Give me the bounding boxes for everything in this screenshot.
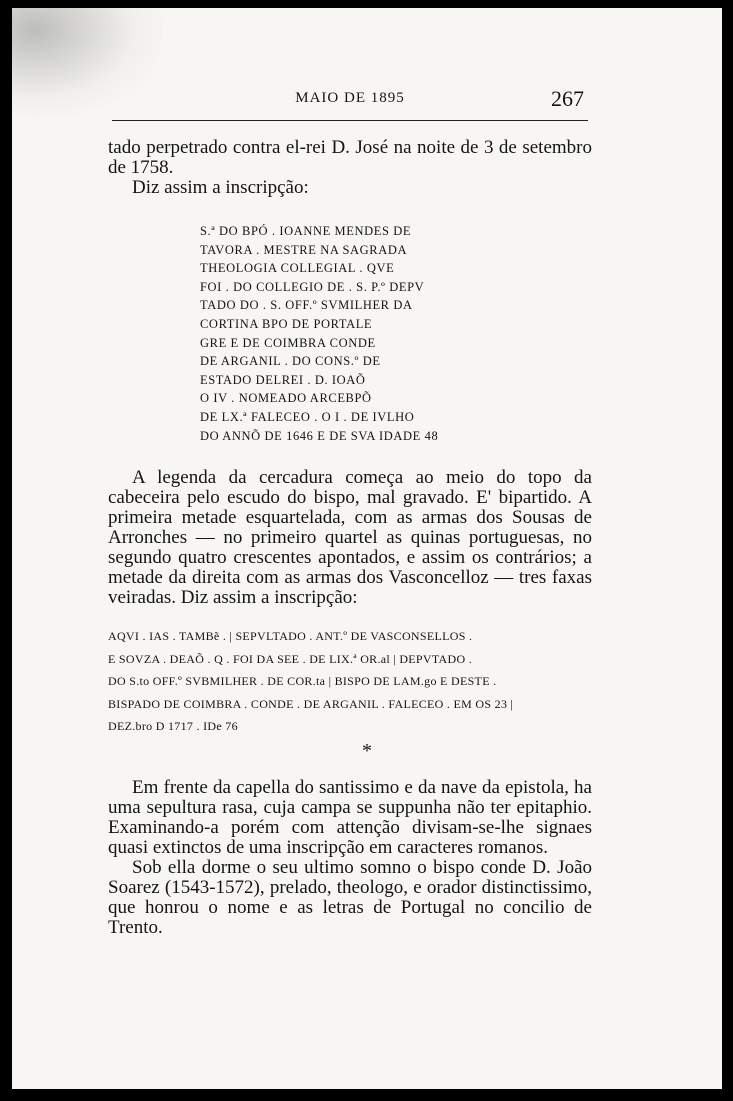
inscription-line: FOI . DO COLLEGIO DE . S. P.º DEPV (200, 279, 425, 294)
inscription-line: THEOLOGIA COLLEGIAL . QVE (200, 261, 395, 276)
inscription-line: BISPADO DE COIMBRA . CONDE . DE ARGANIL . FALECEO . EM OS 23 | (108, 696, 514, 711)
section-separator: * (362, 740, 372, 762)
inscription-line: AQVI . IAS . TAMBẽ . | SEPVLTADO . ANT.º DE VASCONSELLOS . (108, 629, 473, 643)
paragraph: tado perpetrado contra el-rei D. José na noite de 3 de setembro de 1758. (108, 137, 592, 178)
inscription-line: S.ª DO BPÓ . IOANNE MENDES DE (200, 224, 412, 238)
paragraph: Sob ella dorme o seu ultimo somno o bispo conde D. João Soarez (1543-1572), prelado, theologo, e orador distinctissimo, que honrou o nome e as letras de Portugal no concilio de Trento. (108, 857, 592, 938)
inscription-line: DE LX.ª FALECEO . O I . DE IVLHO (200, 409, 415, 424)
inscription-line: TAVORA . MESTRE NA SAGRADA (200, 242, 408, 257)
inscription-line: ESTADO DELREI . D. IOAÕ (200, 372, 366, 387)
inscription-line: DEZ.bro D 1717 . IDe 76 (108, 719, 238, 733)
intro-text (108, 138, 592, 198)
paragraph: Diz assim a inscripção: (132, 177, 309, 198)
inscription-line: CORTINA BPO DE PORTALE (200, 316, 373, 331)
inscription-line: E SOVZA . DEAÕ . Q . FOI DA SEE . DE LIX.ª OR.al | DEPVTADO . (108, 651, 473, 666)
middle-text (108, 468, 592, 608)
inscription-line: DO ANNÕ DE 1646 E DE SVA IDADE 48 (200, 428, 439, 443)
page-number: 267 (551, 86, 584, 111)
inscription-tavora (200, 222, 486, 445)
paragraph: Em frente da capella do santissimo e da nave da epistola, ha uma sepultura rasa, cuja campa se suppunha não ter epitaphio. Examinando-a porém com attenção divisam-se-lhe signaes quasi extinctos de uma inscripção em caracteres romanos. (108, 777, 592, 858)
inscription-line: GRE E DE COIMBRA CONDE (200, 335, 376, 350)
inscription-line: DE ARGANIL . DO CONS.º DE (200, 354, 381, 369)
running-head (112, 80, 588, 121)
scanned-page (12, 8, 722, 1089)
inscription-line: DO S.to OFF.º SVBMILHER . DE COR.ta | BISPO DE LAM.go E DESTE . (108, 674, 497, 688)
inscription-line: TADO DO . S. OFF.º SVMILHER DA (200, 298, 413, 313)
inscription-line: O IV . NOMEADO ARCEBPÕ (200, 391, 372, 406)
closing-text (108, 778, 592, 938)
paragraph: A legenda da cercadura começa ao meio do topo da cabeceira pelo escudo do bispo, mal gravado. E' bipartido. A primeira metade esquartelada, com as armas dos Sousas de Arronches — no primeiro quartel as quinas portuguesas, no segundo quatro crescentes apontados, e assim os contrários; a metade da direita com as armas dos Vasconcelloz — tres faxas veiradas. Diz assim a inscripção: (108, 467, 592, 608)
inscription-vasconcellos (108, 625, 592, 738)
running-title: MAIO DE 1895 (295, 90, 405, 106)
